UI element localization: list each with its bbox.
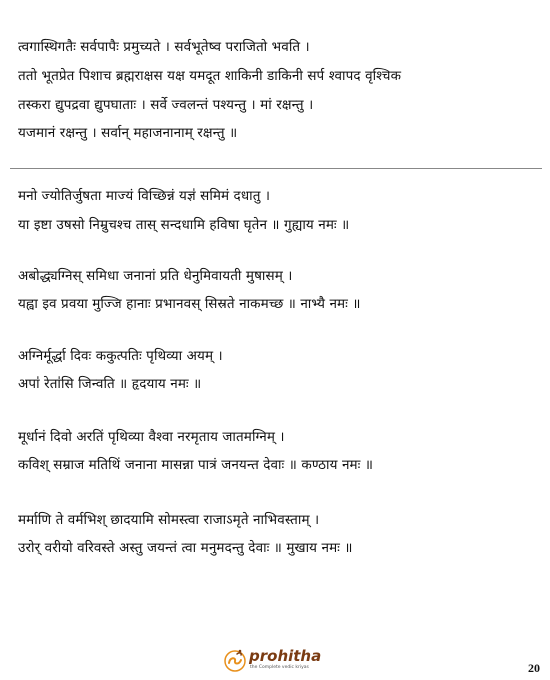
section-divider (10, 168, 542, 169)
prose-line-2: ततो भूतप्रेत पिशाच ब्रह्मराक्षस यक्ष यमदूत शाकिनी डाकिनी सर्प श्वापद वृश्चिक (18, 68, 402, 84)
verse-3-line-1: अग्निर्मूर्द्धा दिवः ककुत्पतिः पृथिव्या अयम् । (18, 348, 223, 364)
prohitha-logo (222, 647, 332, 675)
verse-1-line-2: या इष्टा उषसो निम्रुचश्च तास् सन्दधामि हविषा घृतेन ॥ गुह्याय नमः ॥ (18, 217, 350, 233)
page-number: 20 (528, 661, 540, 675)
verse-5-line-1: मर्माणि ते वर्मभिश् छादयामि सोमस्त्वा राजाऽमृते नाभिवस्ताम् । (18, 512, 320, 528)
verse-4-line-2: कविश् सम्राज मतिथिं जनाना मासन्ना पात्रं जनयन्त देवाः ॥ कण्ठाय नमः ॥ (18, 457, 374, 473)
verse-4-line-1: मूर्धानं दिवो अरतिं पृथिव्या वैश्वा नरमृताय जातमग्निम् । (18, 429, 285, 445)
verse-3-line-2: अपा॑ रेता॑सि जिन्वति ॥ हृदयाय नमः ॥ (18, 376, 202, 392)
om-logo-icon (222, 647, 248, 673)
logo-tagline: the Complete vedic kriyas (250, 665, 309, 670)
verse-2-line-2: यह्वा इव प्रवया मुज्जि हानाः प्रभानवस् सिस्रते नाकमच्छ ॥ नाभ्यै नमः ॥ (18, 296, 361, 312)
verse-5-line-2: उरोर् वरीयो वरिवस्ते अस्तु जयन्तं त्वा मनुमदन्तु देवाः ॥ मुखाय नमः ॥ (18, 540, 353, 556)
logo-wordmark: prohitha (249, 647, 322, 665)
verse-2-line-1: अबोद्ध्यग्निस् समिधा जनानां प्रति धेनुमिवायती मुषासम् । (18, 268, 293, 284)
prose-line-3: तस्करा द्युपद्रवा द्युपघाताः । सर्वे ज्वलन्तं पश्यन्तु । मां रक्षन्तु । (18, 97, 314, 113)
prose-line-1: त्वगास्थिगतैः सर्वपापैः प्रमुच्यते । सर्वभूतेष्व पराजितो भवति । (18, 39, 310, 55)
prose-line-4: यजमानं रक्षन्तु । सर्वान् महाजनानाम् रक्षन्तु ॥ (18, 125, 238, 141)
verse-1-line-1: मनो ज्योतिर्जुषता माज्यं विच्छिन्नं यज्ञ॑ समिमं दधातु । (18, 188, 271, 204)
